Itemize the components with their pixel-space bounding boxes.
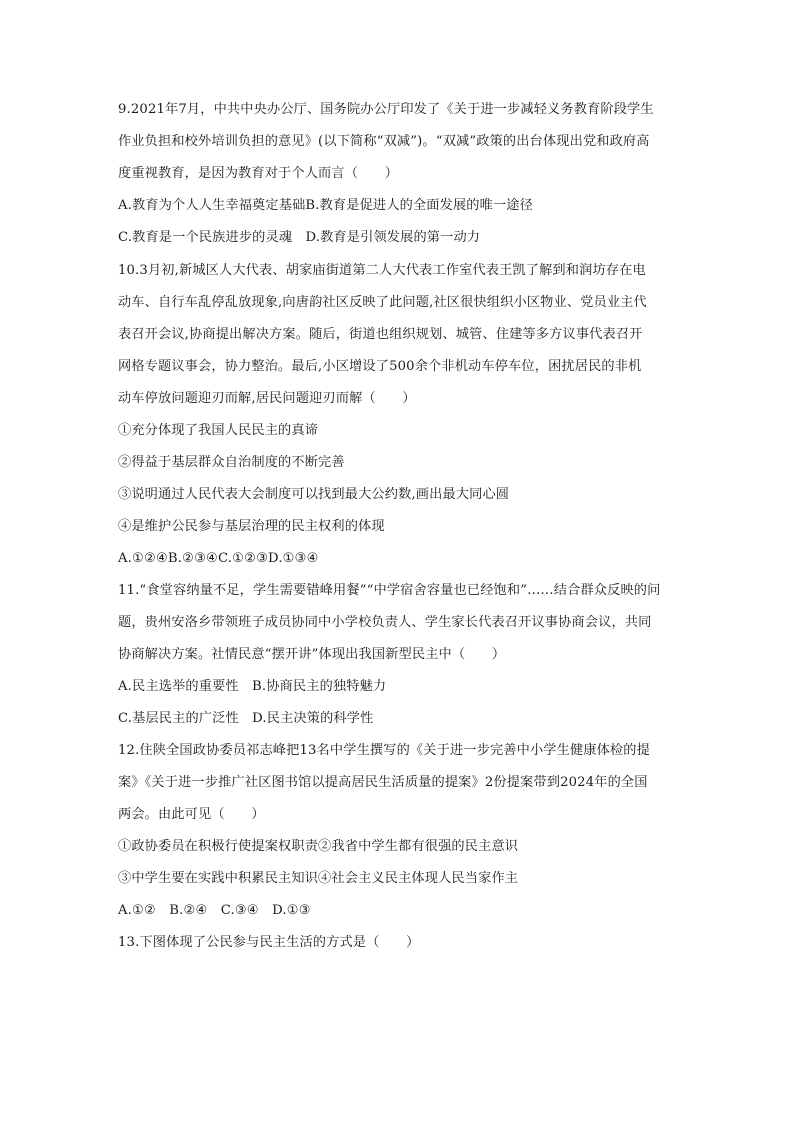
q10-statement-2: ②得益于基层群众自治制度的不断完善 bbox=[118, 455, 345, 470]
q10-stem-line4: 网格专题议事会，协力整治。最后,小区增设了500余个非机动车停车位，困扰居民的非机 bbox=[118, 359, 642, 374]
q10-stem-line1: 10.3月初,新城区人大代表、胡家庙街道第二人大代表工作室代表王凯了解到和润坊存在电 bbox=[118, 263, 646, 278]
q9-stem-line3: 度重视教育，是因为教育对于个人而言（ ） bbox=[118, 166, 399, 181]
q11-options-ab: A.民主选举的重要性 B.协商民主的独特魅力 bbox=[118, 679, 387, 694]
q9-stem-line1: 9.2021年7月，中共中央办公厅、国务院办公厅印发了《关于进一步减轻义务教育阶段学生 bbox=[118, 102, 654, 117]
q12-stem-line3: 两会。由此可见（ ） bbox=[118, 807, 265, 822]
q10-statement-3: ③说明通过人民代表大会制度可以找到最大公约数,画出最大同心圆 bbox=[118, 487, 510, 502]
q12-statements-12: ①政协委员在积极行使提案权职责②我省中学生都有很强的民主意识 bbox=[118, 839, 519, 854]
q10-stem-line5: 动车停放问题迎刃而解,居民问题迎刃而解（ ） bbox=[118, 391, 416, 406]
q10-stem-line3: 表召开会议,协商提出解决方案。随后，街道也组织规划、城管、住建等多方议事代表召开 bbox=[118, 327, 643, 342]
q12-options: A.①② B.②④ C.③④ D.①③ bbox=[118, 903, 311, 918]
q9-options-cd: C.教育是一个民族进步的灵魂 D.教育是引领发展的第一动力 bbox=[118, 230, 481, 245]
q9-options-ab: A.教育为个人人生幸福奠定基础B.教育是促进人的全面发展的唯一途径 bbox=[118, 198, 533, 213]
q10-options: A.①②④B.②③④C.①②③D.①③④ bbox=[118, 551, 319, 566]
q11-stem-line2: 题，贵州安洛乡带领班子成员协同中小学校负责人、学生家长代表召开议事协商会议，共同 bbox=[118, 615, 652, 630]
q9-stem-line2: 作业负担和校外培训负担的意见》(以下简称“双减”)。“双减”政策的出台体现出党和政府高 bbox=[118, 134, 650, 149]
q11-stem-line3: 协商解决方案。社情民意“摆开讲”体现出我国新型民主中（ ） bbox=[118, 647, 506, 662]
q12-stem-line2: 案》《关于进一步推广社区图书馆以提高居民生活质量的提案》2份提案带到2024年的全国 bbox=[118, 775, 648, 790]
q11-options-cd: C.基层民主的广泛性 D.民主决策的科学性 bbox=[118, 711, 374, 726]
q10-statement-4: ④是维护公民参与基层治理的民主权利的体现 bbox=[118, 519, 385, 534]
q11-stem-line1: 11.“食堂容纳量不足，学生需要错峰用餐”“中学宿舍容量也已经饱和”……结合群众反映的问 bbox=[118, 583, 661, 598]
q12-statements-34: ③中学生要在实践中积累民主知识④社会主义民主体现人民当家作主 bbox=[118, 871, 519, 886]
q10-stem-line2: 动车、自行车乱停乱放现象,向唐韵社区反映了此问题,社区很快组织小区物业、党员业主代 bbox=[118, 295, 647, 310]
q12-stem-line1: 12.住陕全国政协委员祁志峰把13名中学生撰写的《关于进一步完善中小学生健康体检的提 bbox=[118, 743, 650, 758]
q10-statement-1: ①充分体现了我国人民民主的真谛 bbox=[118, 423, 319, 438]
q13-stem: 13.下图体现了公民参与民主生活的方式是（ ） bbox=[118, 935, 420, 950]
